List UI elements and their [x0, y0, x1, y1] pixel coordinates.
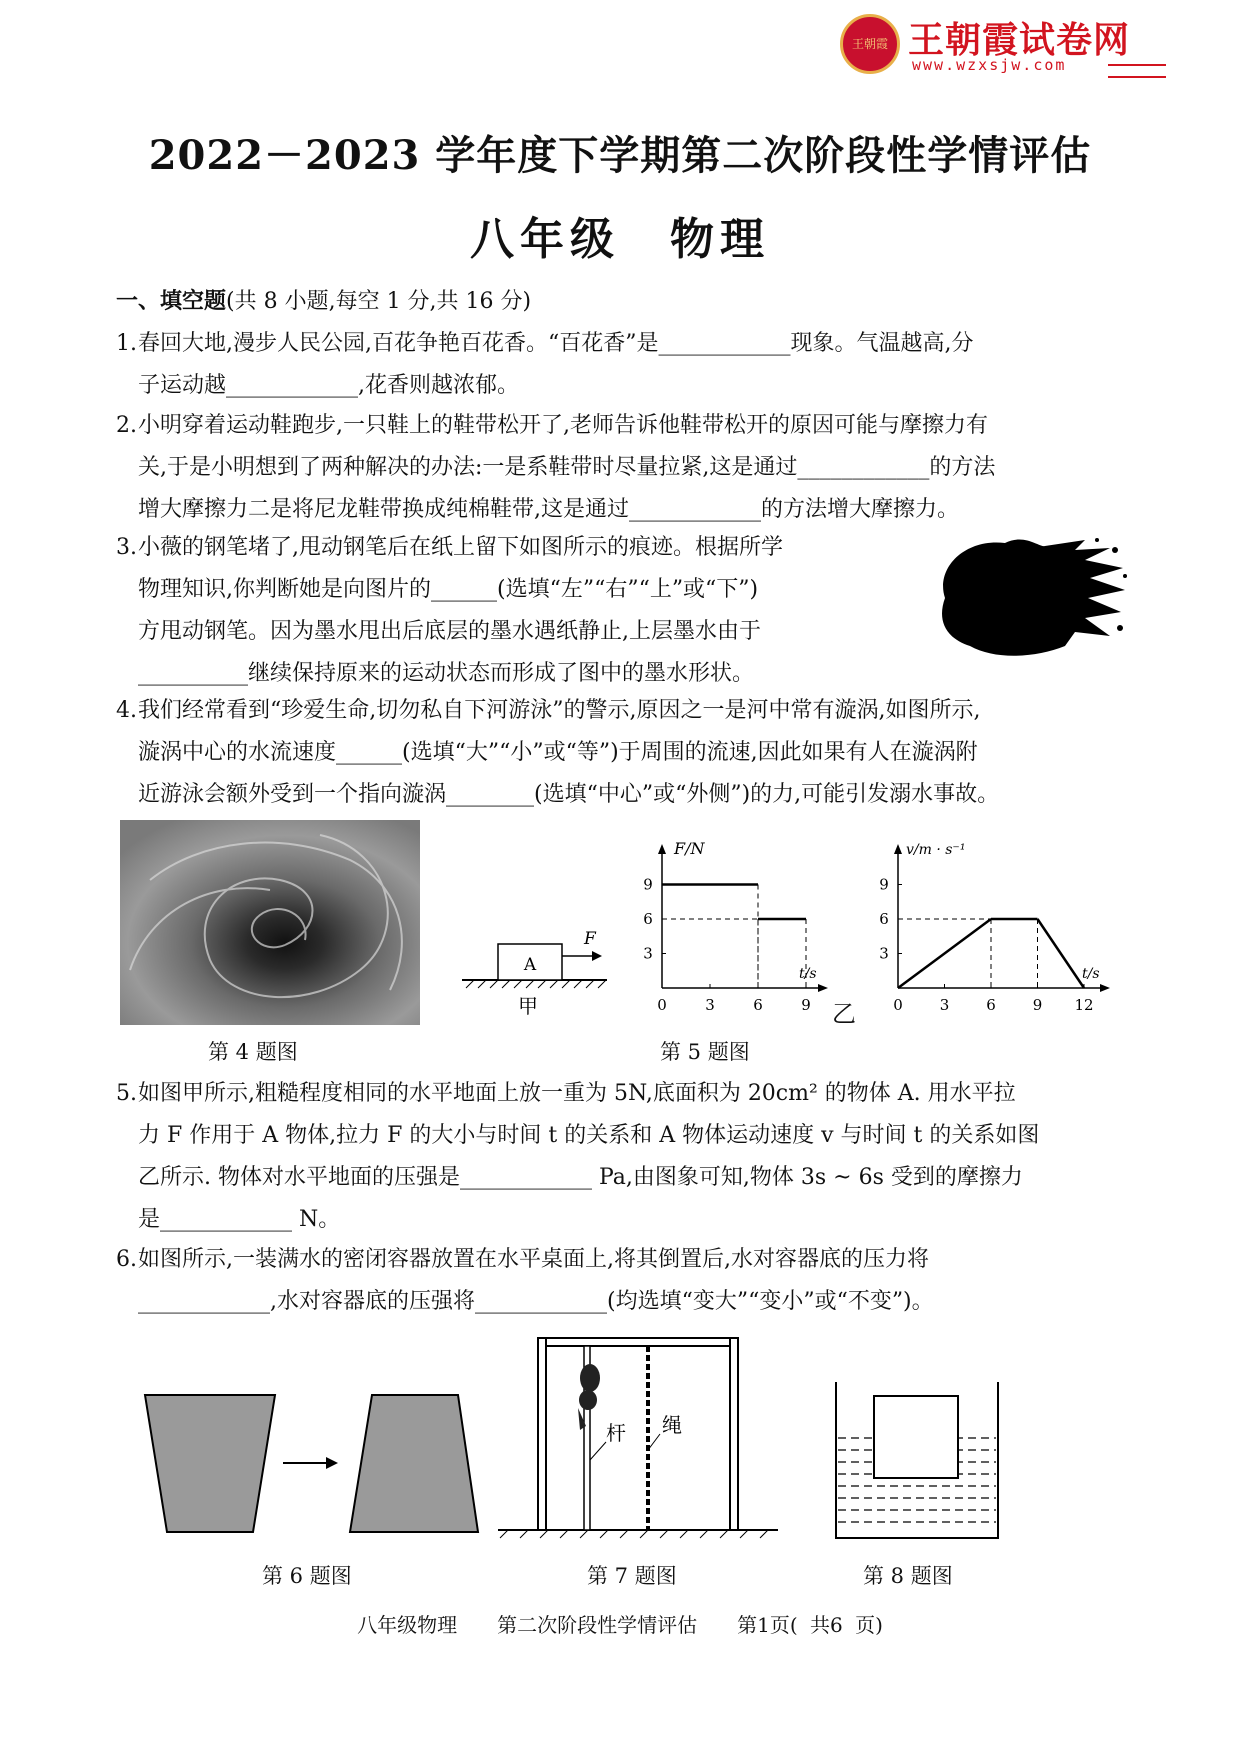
x-tick-label: 0: [657, 996, 667, 1014]
x-tick-label: 6: [753, 996, 763, 1014]
figure-5-jia: [462, 920, 612, 1020]
figure-7-pole-rope: [498, 1330, 778, 1540]
series-segment: [1038, 919, 1085, 988]
logo-decoration: [1108, 64, 1166, 78]
container-upright: [145, 1395, 275, 1532]
page-footer: 八年级物理 第二次阶段性学情评估 第1页( 共6 页): [357, 1613, 883, 1637]
question-2: 2.小明穿着运动鞋跑步,一只鞋上的鞋带松开了,老师告诉他鞋带松开的原因可能与摩擦力有 关,于是小明想到了两种解决的办法:一是系鞋带时尽量拉紧,这是通过____________的方法 增大摩擦力二是将尼龙鞋带换成纯棉鞋带,这是通过____________的方法增大摩擦力。: [116, 413, 996, 522]
y-tick-label: 6: [643, 910, 653, 928]
section-title: 一、填空题: [116, 289, 227, 314]
logo-url: www.wzxsjw.com: [912, 56, 1067, 74]
exam-subtitle: 八年级 物理: [470, 214, 770, 265]
v-chart-xlabel: t/s: [1082, 966, 1100, 982]
label-jia: 甲: [518, 994, 538, 1018]
ink-blot: [942, 540, 1125, 656]
v-chart-ylabel: v/m · s⁻¹: [906, 842, 966, 858]
y-tick-label: 3: [643, 944, 653, 963]
question-1: 1.春回大地,漫步人民公园,百花争艳百花香。“百花香”是____________现象。气温越高,分 子运动越____________,花香则越浓郁。: [116, 331, 974, 398]
exam-title: 2022－2023 学年度下学期第二次阶段性学情评估: [148, 132, 1092, 179]
force-label: F: [584, 929, 596, 949]
site-logo: [840, 12, 1170, 78]
question-4: 4.我们经常看到“珍爱生命,切勿私自下河游泳”的警示,原因之一是河中常有漩涡,如图所示, 漩涡中心的水流速度______(选填“大”“小”或“等”)于周围的流速,因此如果有人在漩涡附 近游泳会额外受到一个指向漩涡________(选填“中心”或“外侧”)的力,可能引发溺水事故。: [116, 698, 1000, 807]
figure-6-caption: 第 6 题图: [262, 1564, 352, 1588]
velocity-time-chart: [870, 838, 1115, 1018]
label-rope: 绳: [662, 1413, 682, 1437]
x-tick-label: 9: [801, 996, 811, 1014]
label-yi: 乙: [832, 1000, 856, 1028]
question-6: 6.如图所示,一装满水的密闭容器放置在水平桌面上,将其倒置后,水对容器底的压力将 ____________,水对容器底的压强将____________(均选填“变大”“变小”或“不变”)。: [116, 1247, 934, 1314]
ink-blot-figure: [925, 528, 1130, 663]
figure-4-caption: 第 4 题图: [208, 1040, 298, 1064]
label-pole: 杆: [606, 1421, 626, 1445]
logo-badge-icon: 王朝霞: [840, 14, 900, 74]
logo-title: 王朝霞试卷网: [908, 20, 1131, 61]
y-tick-label: 3: [879, 944, 889, 963]
y-tick-label: 6: [879, 910, 889, 928]
force-time-chart: [634, 838, 834, 1018]
x-tick-label: 3: [705, 996, 715, 1014]
figure-6-containers: [140, 1390, 480, 1540]
section-note: (共 8 小题,每空 1 分,共 16 分): [226, 289, 532, 314]
figure-5-caption: 第 5 题图: [660, 1040, 750, 1064]
x-tick-label: 3: [939, 996, 950, 1014]
series-segment: [898, 919, 991, 988]
x-tick-label: 9: [1032, 996, 1043, 1014]
figure-8-caption: 第 8 题图: [863, 1564, 953, 1588]
figure-8-floating-block: [832, 1378, 1002, 1542]
container-inverted: [350, 1395, 478, 1532]
question-5: 5.如图甲所示,粗糙程度相同的水平地面上放一重为 5N,底面积为 20cm² 的物体 A. 用水平拉 力 F 作用于 A 物体,拉力 F 的大小与时间 t 的关系和 A 物体运动速度 v 与时间 t 的关系如图 乙所示. 物体对水平地面的压强是____________ Pa,由图象可知,物体 3s ~ 6s 受到的摩擦力 是____________ N。: [116, 1081, 1040, 1232]
f-chart-xlabel: t/s: [799, 966, 817, 982]
figure-7-caption: 第 7 题图: [587, 1564, 677, 1588]
x-tick-label: 12: [1074, 996, 1094, 1014]
y-tick-label: 9: [643, 875, 653, 894]
section-heading: [116, 281, 1136, 323]
f-chart-ylabel: F/N: [674, 839, 705, 858]
floating-block: [874, 1396, 958, 1478]
vortex-photo: [120, 820, 420, 1025]
x-tick-label: 0: [893, 996, 903, 1014]
y-tick-label: 9: [879, 875, 889, 894]
question-3: 3.小薇的钢笔堵了,甩动钢笔后在纸上留下如图所示的痕迹。根据所学 物理知识,你判断她是向图片的______(选填“左”“右”“上”或“下”) 方甩动钢笔。因为墨水甩出后底层的墨水遇纸静止,上层墨水由于 __________继续保持原来的运动状态而形成了图中的墨水形状。: [116, 535, 783, 686]
x-tick-label: 6: [986, 996, 996, 1014]
block-a-label: A: [523, 955, 537, 975]
